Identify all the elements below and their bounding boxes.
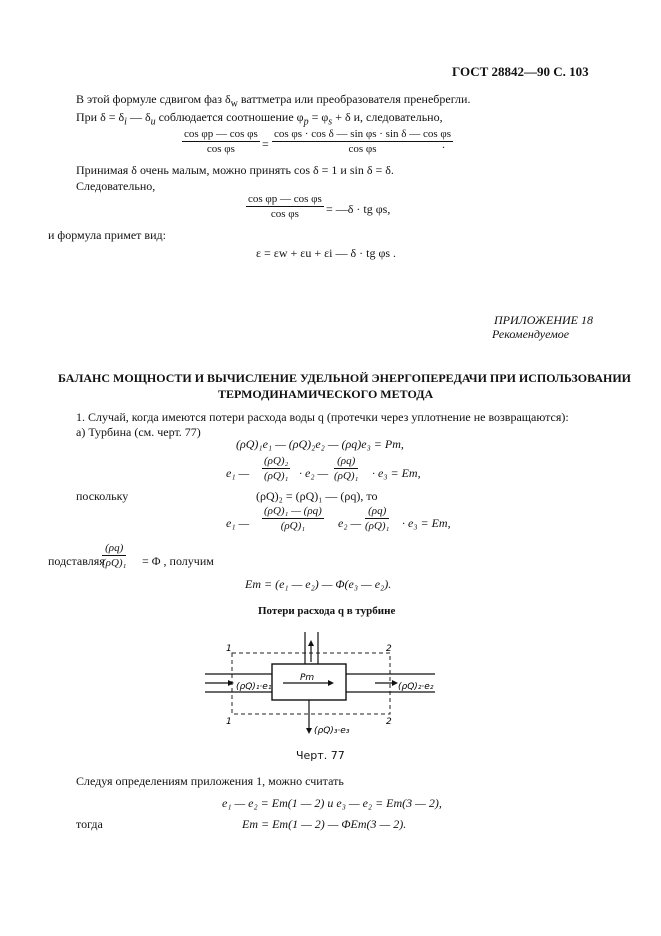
- paragraph-line: Принимая δ очень малым, можно принять cos δ = 1 и sin δ = δ.: [76, 163, 394, 177]
- equation-4: (ρQ)₁e₁ — (ρQ)₂e₂ — (ρq)e₃ = Pm,: [236, 437, 404, 451]
- paragraph-line: и формула примет вид:: [48, 228, 166, 242]
- equals: =: [262, 137, 269, 151]
- section-1-bottom: 1: [226, 717, 232, 727]
- equation-3: ε = εw + εu + εi — δ · tg φs .: [256, 246, 397, 260]
- equation-10: e₁ — e₂ = Em(1 — 2) и e₃ — e₂ = Em(3 — 2),: [222, 796, 442, 810]
- section-1-top: 1: [226, 644, 232, 654]
- paragraph-line: Следовательно,: [76, 179, 156, 193]
- numerator: cos φp — cos φs: [248, 193, 322, 205]
- equation-2-rhs: = —δ · tg φs,: [326, 202, 391, 216]
- page-header: ГОСТ 28842—90 С. 103: [452, 64, 589, 79]
- section-2-top: 2: [386, 644, 392, 654]
- label-poskolku: поскольку: [76, 489, 129, 503]
- leak-label: (ρQ)₃·e₃: [314, 726, 350, 736]
- figure-caption: Черт. 77: [296, 749, 345, 762]
- equation-7-start: e₁ —: [226, 516, 250, 530]
- denominator: (ρQ)₁: [264, 470, 289, 482]
- denominator: (ρQ)₁: [102, 557, 127, 569]
- paragraph-line: 1. Случай, когда имеются потери расхода воды q (протечки через уплотнение не возвращаются):: [76, 410, 569, 424]
- paragraph-line: Следуя определениям приложения 1, можно считать: [76, 774, 344, 788]
- sub: u: [150, 116, 156, 128]
- text: соблюдается соотношение φ: [155, 110, 304, 124]
- text: — δ: [126, 110, 151, 124]
- numerator: cos φp — cos φs: [184, 128, 258, 140]
- equation-8-end: = Φ , получим: [142, 554, 214, 568]
- numerator: (ρq): [102, 542, 126, 556]
- numerator: (ρQ)₁ — (ρq): [264, 505, 322, 517]
- text: + δ и, следовательно,: [332, 110, 443, 124]
- denominator: cos φs: [348, 143, 377, 155]
- equation-9: Em = (e₁ — e₂) — Φ(e₃ — e₂).: [245, 577, 392, 591]
- inlet-arrow-icon: [228, 680, 234, 686]
- numerator: (ρq): [334, 455, 358, 469]
- label-podstavlyaya: подставляя: [48, 554, 105, 568]
- appendix-title: ПРИЛОЖЕНИЕ 18: [494, 313, 593, 327]
- text: = φ: [308, 110, 329, 124]
- sub: i: [124, 116, 127, 128]
- denominator: cos φs: [270, 208, 299, 220]
- shaft-arrow-up-icon: [308, 640, 314, 646]
- equation-5-mid: · e₂ —: [299, 466, 329, 480]
- appendix-subtitle: Рекомендуемое: [492, 327, 570, 341]
- text: В этой формуле сдвигом фаз δ: [76, 92, 231, 106]
- denominator: (ρQ)₁: [280, 520, 306, 532]
- sub: p: [303, 116, 309, 128]
- section-title-line1: БАЛАНС МОЩНОСТИ И ВЫЧИСЛЕНИЕ УДЕЛЬНОЙ ЭНЕРГОПЕРЕДАЧИ ПРИ ИСПОЛЬЗОВАНИИ: [58, 371, 631, 385]
- denominator: (ρQ)₁: [334, 470, 359, 482]
- numerator: (ρq): [365, 505, 389, 519]
- equation-7-end: · e₃ = Em,: [402, 516, 451, 530]
- equation-5-start: e₁ —: [226, 466, 250, 480]
- section-title-line2: ТЕРМОДИНАМИЧЕСКОГО МЕТОДА: [218, 387, 434, 401]
- numerator: cos φs · cos δ — sin φs · sin δ — cos φs: [274, 128, 451, 140]
- equation-6: (ρQ)₂ = (ρQ)₁ — (ρq), то: [256, 489, 378, 503]
- section-2-bottom: 2: [386, 717, 392, 727]
- equation-11: Em = Em(1 — 2) — ΦEm(3 — 2).: [242, 817, 407, 831]
- sub: w: [230, 98, 238, 110]
- equation-7-mid: e₂ —: [338, 516, 362, 530]
- paragraph-line: а) Турбина (см. черт. 77): [76, 425, 201, 439]
- sub: s: [328, 116, 333, 128]
- label-togda: тогда: [76, 817, 103, 831]
- inlet-label: (ρQ)₁·e₁: [236, 682, 272, 692]
- text: При δ = δ: [76, 110, 125, 124]
- power-label: Pm: [300, 673, 315, 683]
- denominator: (ρQ)₁: [365, 520, 390, 532]
- denominator: cos φs: [206, 143, 235, 155]
- numerator: (ρQ)₂: [264, 455, 289, 467]
- figure-title: Потери расхода q в турбине: [258, 605, 396, 617]
- equation-5-end: · e₃ = Em,: [372, 466, 421, 480]
- dot: .: [442, 137, 445, 151]
- text: ваттметра или преобразователя пренебрегли.: [237, 92, 471, 106]
- leak-arrow-down-icon: [306, 728, 312, 734]
- outlet-label: (ρQ)₂·e₂: [398, 682, 434, 692]
